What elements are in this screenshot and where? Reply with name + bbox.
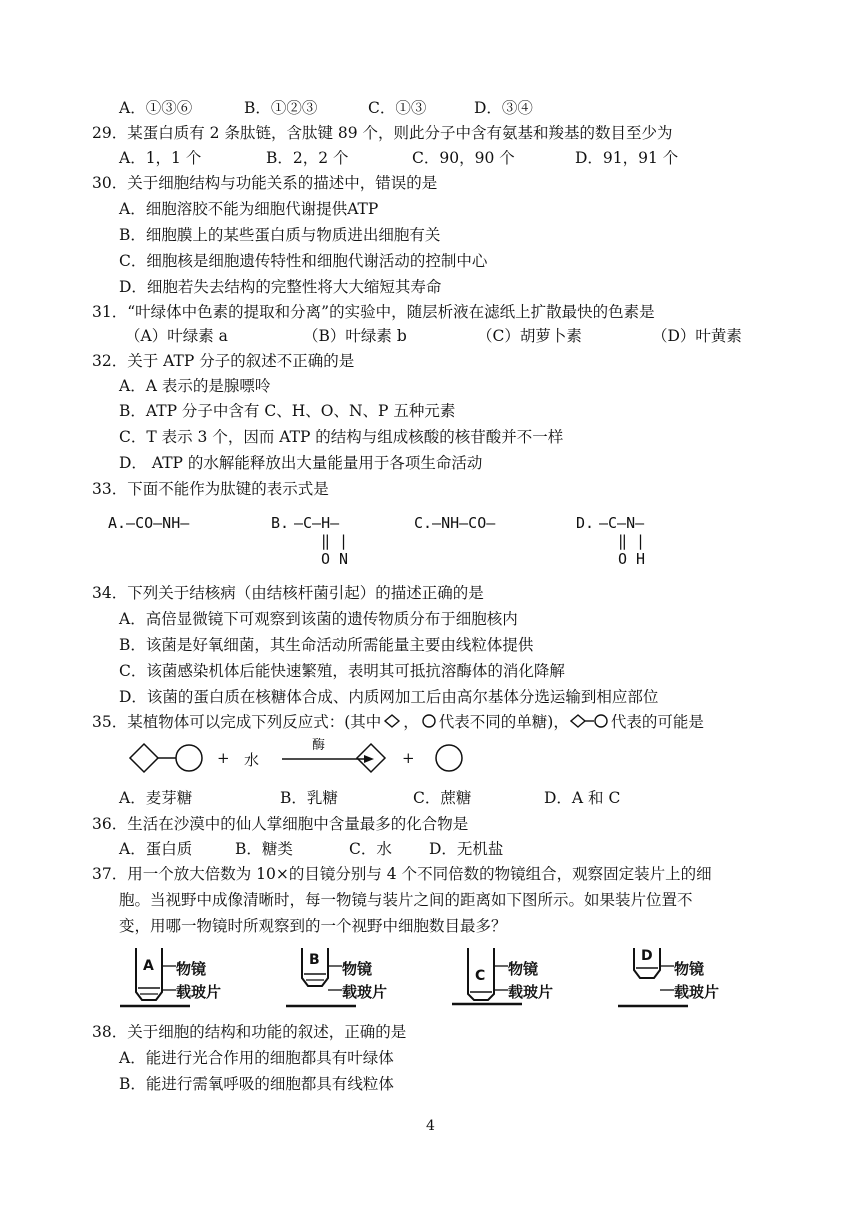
lens-a-letter: A [143,958,154,974]
objective-lens-icon [118,944,198,1016]
lens-c-label-objective: 物镜 [508,960,539,978]
q34-option-d: D．该菌的蛋白质在核糖体合成、内质网加工后由高尔基体分选运输到相应部位 [119,688,659,706]
q28-option-a: A．①③⑥ [119,99,193,117]
q29-option-b: B．2，2 个 [266,149,349,167]
q36-stem: 36．生活在沙漠中的仙人掌细胞中含量最多的化合物是 [92,815,469,833]
circle-icon [421,713,437,729]
q38-option-b: B．能进行需氧呼吸的细胞都具有线粒体 [119,1075,394,1093]
q30-option-c: C．细胞核是细胞遗传特性和细胞代谢活动的控制中心 [119,252,488,270]
objective-lens-icon [616,944,696,1016]
lens-c-letter: C [475,968,486,984]
q35-option-a: A．麦芽糖 [119,789,193,807]
reaction-plus-2: + [402,749,415,767]
formula-d-label: D. [576,514,595,532]
lens-d-letter: D [641,948,653,964]
diamond-circle-icon [570,713,610,729]
q37-lens-diagrams [0,944,860,1016]
diamond-icon [383,713,401,729]
q34-option-b: B．该菌是好氧细菌，其生命活动所需能量主要由线粒体提供 [119,636,534,654]
formula-b-bot: O N [321,550,349,568]
q35-option-b: B．乳糖 [280,789,338,807]
lens-a-label-slide: 载玻片 [176,983,222,1001]
lens-b-leader [328,960,342,1000]
q37-stem-line-3: 变，用哪一物镜时所观察到的一个视野中细胞数目最多？ [119,917,507,935]
lens-d-label-slide: 载玻片 [674,983,720,1001]
disaccharide-icon [126,740,206,776]
q30-option-a: A．细胞溶胶不能为细胞代谢提供ATP [119,200,379,218]
q38-option-a: A．能进行光合作用的细胞都具有叶绿体 [119,1049,394,1067]
q32-option-c: C．T 表示 3 个，因而 ATP 的结构与组成核酸的核苷酸并不一样 [119,428,564,446]
q35-option-c: C．蔗糖 [413,789,472,807]
lens-b-label-objective: 物镜 [342,960,373,978]
q34-option-c: C．该菌感染机体后能快速繁殖，表明其可抵抗溶酶体的消化降解 [119,662,565,680]
q30-option-d: D．细胞若失去结构的完整性将大大缩短其寿命 [119,278,442,296]
q31-option-d: （D）叶黄素 [652,327,742,345]
q28-option-b: B．①②③ [244,99,318,117]
q36-option-d: D．无机盐 [429,840,504,858]
q29-option-a: A．1，1 个 [119,149,202,167]
q35-stem-part-b: ， [403,713,419,731]
q37-stem-line-1: 37．用一个放大倍数为 10×的目镜分别与 4 个不同倍数的物镜组合，观察固定装片上的细 [92,865,712,883]
q33-stem: 33．下面不能作为肽键的表示式是 [92,480,329,498]
q36-option-a: A．蛋白质 [119,840,193,858]
lens-a-label-objective: 物镜 [176,960,207,978]
q32-option-b: B．ATP 分子中含有 C、H、O、N、P 五种元素 [119,402,456,420]
formula-d-bot: O H [618,550,646,568]
lens-a-leader [162,960,176,1000]
q34-option-a: A．高倍显微镜下可观察到该菌的遗传物质分布于细胞核内 [119,610,518,628]
formula-d-mid: ‖ | [618,532,646,550]
lens-d-leader [660,960,674,1000]
lens-d-label-objective: 物镜 [674,960,705,978]
q35-stem-part-c: 代表不同的单糖)， [438,713,569,731]
formula-a: A.—CO—NH— [108,514,190,532]
formula-b-top: —C—H— [294,514,340,532]
q29-option-d: D．91，91 个 [575,149,679,167]
q30-stem: 30．关于细胞结构与功能关系的描述中，错误的是 [92,174,438,192]
q31-option-b: （B）叶绿素 b [303,327,407,345]
q36-option-c: C．水 [349,840,392,858]
q35-reaction [126,740,486,780]
lens-c [450,944,620,1016]
reaction-enzyme: 酶 [312,738,326,753]
q31-option-a: （A）叶绿素 a [125,327,228,345]
q35-option-d: D．A 和 C [544,789,621,807]
q37-stem-line-2: 胞。当视野中成像清晰时，每一物镜与装片之间的距离如下图所示。如果装片位置不 [119,891,693,909]
q35-stem [92,711,704,733]
q35-stem-part-d: 代表的可能是 [610,713,704,731]
formula-c: C.—NH—CO— [414,514,496,532]
lens-b [284,944,454,1016]
formula-b-label: B. [271,514,290,532]
q35-stem-part-a: 35．某植物体可以完成下列反应式：(其中 [92,713,382,731]
q28-option-c: C．①③ [368,99,427,117]
objective-lens-icon [284,944,364,1016]
q34-stem: 34．下列关于结核病（由结核杆菌引起）的描述正确的是 [92,584,484,602]
lens-a [118,944,288,1016]
page-number: 4 [426,1118,435,1134]
q33-formulas [108,510,728,572]
q29-option-c: C．90，90 个 [412,149,515,167]
reaction-plus-1: + [217,749,230,767]
lens-c-leader [494,960,508,1000]
lens-c-label-slide: 载玻片 [508,983,554,1001]
formula-d-top: —C—N— [599,514,645,532]
q38-stem: 38．关于细胞的结构和功能的叙述，正确的是 [92,1023,407,1041]
q28-option-d: D．③④ [474,99,533,117]
q32-stem: 32．关于 ATP 分子的叙述不正确的是 [92,352,355,370]
monosaccharide-diamond-icon [354,740,388,776]
q36-option-b: B．糖类 [235,840,293,858]
reaction-water: 水 [244,751,260,769]
q31-option-c: （C）胡萝卜素 [477,327,582,345]
q32-option-d: D． ATP 的水解能释放出大量能量用于各项生命活动 [119,454,483,472]
q29-stem: 29．某蛋白质有 2 条肽链，含肽键 89 个，则此分子中含有氨基和羧基的数目至少为 [92,124,673,142]
lens-d [616,944,786,1016]
lens-b-letter: B [309,952,320,968]
q31-stem: 31．“叶绿体中色素的提取和分离”的实验中，随层析液在滤纸上扩散最快的色素是 [92,303,655,321]
q30-option-b: B．细胞膜上的某些蛋白质与物质进出细胞有关 [119,226,441,244]
q32-option-a: A．A 表示的是腺嘌呤 [119,377,271,395]
monosaccharide-circle-icon [434,740,464,776]
objective-lens-icon [450,944,530,1016]
formula-b-mid: ‖ | [321,532,349,550]
lens-b-label-slide: 载玻片 [342,983,388,1001]
